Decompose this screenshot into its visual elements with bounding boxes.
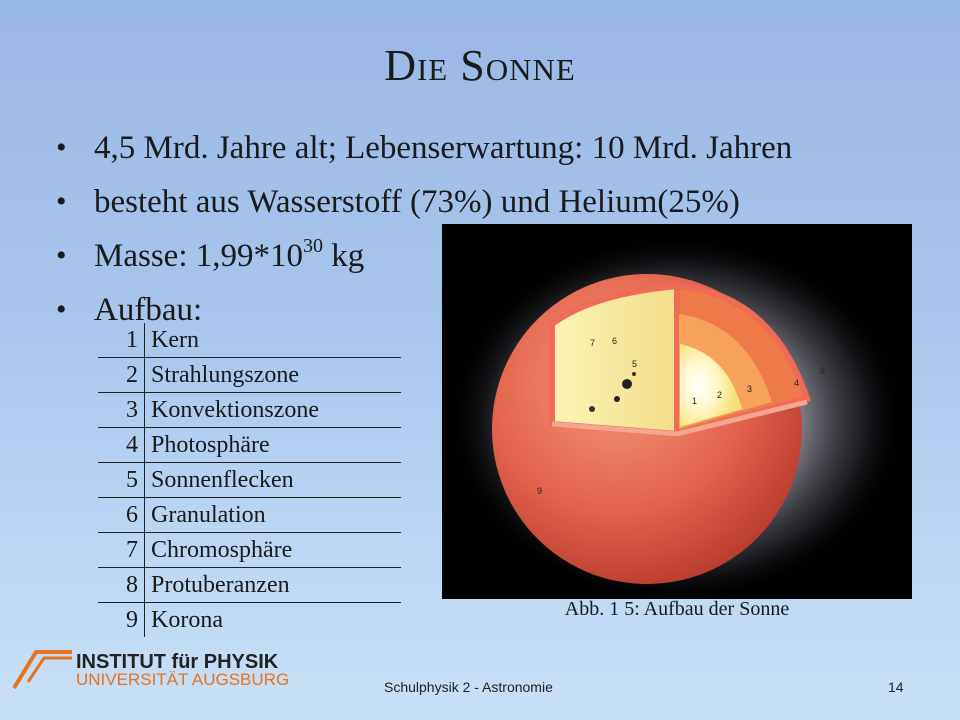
sunspot — [589, 406, 595, 412]
layer-number: 6 — [98, 498, 145, 533]
label-7: 7 — [590, 338, 596, 348]
table-row — [98, 428, 401, 463]
sunspot — [632, 372, 636, 376]
bullet-text: 4,5 Mrd. Jahre alt; Lebenserwartung: 10 Mrd. Jahren — [94, 130, 793, 166]
label-1: 1 — [692, 396, 698, 406]
label-5: 5 — [632, 359, 638, 369]
mass-exponent: 30 — [303, 235, 323, 257]
label-8: 8 — [820, 366, 826, 376]
label-9: 9 — [820, 321, 826, 331]
layer-table — [98, 323, 401, 637]
layer-number: 3 — [98, 393, 145, 428]
layer-number: 1 — [98, 323, 145, 358]
logo-mark — [28, 658, 72, 682]
footer-course: Schulphysik 2 - Astronomie — [384, 679, 553, 695]
table-row — [98, 393, 401, 428]
table-row — [98, 358, 401, 393]
layer-name: Strahlungszone — [145, 358, 402, 393]
logo-line-2: UNIVERSITÄT AUGSBURG — [76, 670, 290, 689]
bullet-dot: • — [56, 239, 67, 272]
bullet-age — [56, 128, 792, 182]
label-2: 2 — [717, 390, 723, 400]
layer-number: 8 — [98, 568, 145, 603]
sun-cutaway-illustration — [442, 224, 912, 599]
layer-name: Granulation — [145, 498, 402, 533]
institute-logo — [10, 646, 310, 701]
table-row — [98, 533, 401, 568]
bullet-dot: • — [56, 293, 67, 326]
layer-name: Konvektionszone — [145, 393, 402, 428]
bullet-dot: • — [56, 185, 67, 218]
bullet-dot: • — [56, 131, 67, 164]
layer-number: 5 — [98, 463, 145, 498]
layer-number: 2 — [98, 358, 145, 393]
layer-number: 4 — [98, 428, 145, 463]
sunspot — [622, 379, 632, 389]
bullet-text: besteht aus Wasserstoff (73%) und Helium(25%) — [94, 184, 740, 220]
layer-name: Korona — [151, 606, 223, 633]
label-4: 4 — [794, 378, 800, 388]
bullet-text: Aufbau: — [94, 292, 203, 328]
layer-name: Protuberanzen — [145, 568, 402, 603]
table-row — [98, 568, 401, 603]
sunspot — [614, 396, 620, 402]
figure-caption: Abb. 1 5: Aufbau der Sonne — [564, 598, 790, 620]
label-3: 3 — [747, 384, 753, 394]
table-row — [98, 603, 401, 638]
mass-unit: kg — [323, 238, 365, 274]
sun-structure-figure — [442, 224, 912, 599]
logo-line-1: INSTITUT für PHYSIK — [76, 651, 279, 673]
table-row — [98, 498, 401, 533]
table-row — [98, 323, 401, 358]
logo-graphic — [10, 646, 310, 696]
layer-name: Chromosphäre — [145, 533, 402, 568]
slide-title: Die Sonne — [384, 41, 576, 90]
mass-prefix: Masse: 1,99*10 — [94, 238, 303, 274]
layer-name: Photosphäre — [145, 428, 402, 463]
page-number: 14 — [888, 679, 904, 695]
layer-name: Sonnenflecken — [145, 463, 402, 498]
label-9-lower: 9 — [537, 486, 543, 496]
layer-name: Kern — [145, 323, 402, 358]
table-row — [98, 463, 401, 498]
label-6: 6 — [612, 336, 618, 346]
layer-number: 7 — [98, 533, 145, 568]
layer-number: 9 — [98, 603, 145, 638]
